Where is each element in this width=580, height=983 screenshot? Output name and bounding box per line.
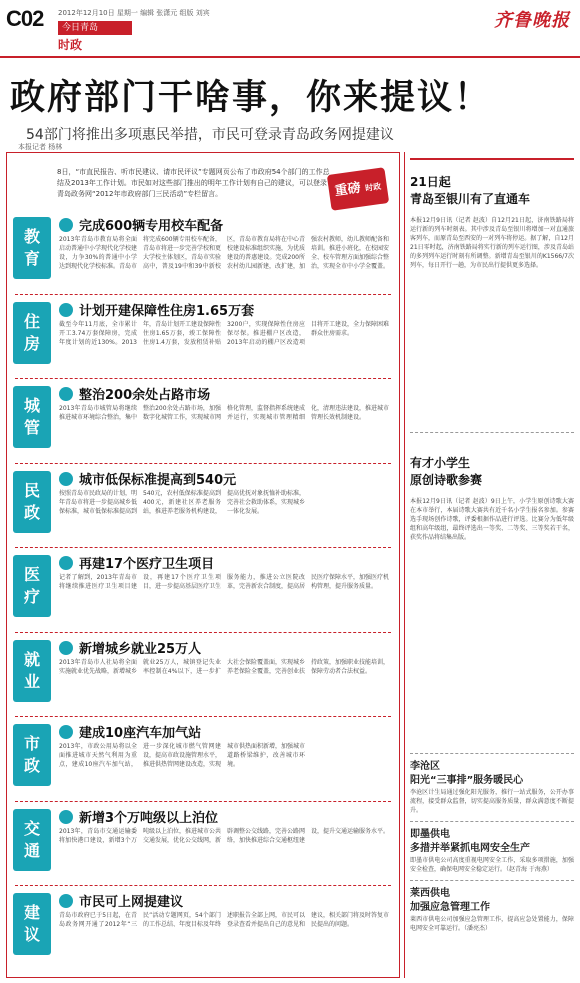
story2-body: 本报12月9日讯（记者 赵波）9日上午，小学生原创诗歌大赛在本市举行，本届诗歌大赛共有近千名小学生报名参加。参赛选手现场创作诗歌，评委根据作品进行评选。比赛分为低年级组和高年级组，最终评选出一等奖、二等奖、三等奖若干名，获奖作品将结集出版。: [410, 498, 574, 541]
item-body: 2013年，青岛市交通运输委将加快港口建设，新增3个万吨级以上泊位，推进城市公共交通发展，优化公交线网，新辟调整公交线路，完善公路网络，加快推进综合交通枢纽建设，提升交通运输服务水平。: [59, 827, 389, 844]
category-tag-char: 建: [23, 903, 40, 922]
item-title: 城市低保标准提高到540元: [59, 469, 236, 488]
brief1-title: 阳光“三事排”服务暖民心: [410, 775, 524, 786]
item-title: 再建17个医疗卫生项目: [59, 553, 214, 572]
brief1-body: 李沧区计生局通过强化阳光服务，推行一站式服务，公开办事流程，接受群众监督，切实提高服务质量，群众满意度不断提升。: [410, 789, 574, 814]
item-body: 青岛市政府已于5日起，在青岛政务网开通了2012年“三民”活动专题网页，54个部门的工作总结、年度目标及年终述职报告全部上网，市民可以登录查看并提出自己的意见和建议，相关部门将及时答复市民提出的问题。: [59, 912, 389, 928]
category-tag: [13, 386, 51, 448]
item-title: 计划开建保障性住房1.65万套: [59, 300, 254, 319]
item-body: 2013年，市政公用局将以全面推进城市天然气利用为重点，建成10座汽车加气站，进一步深化城市燃气管网建设，提高市政设施管理水平，推进供热管网建设改造，实现城市供热面积新增，加强城市道路桥梁维护，改善城市环境。: [59, 743, 306, 768]
category-tag: [13, 809, 51, 871]
column-divider: [404, 152, 405, 978]
stamp-main: 重磅: [333, 180, 362, 200]
item-body: 2013年青岛市城管局将继续推进城市环境综合整治，集中整治200余处占路市场，加强数字化城管工作，实现城市网格化管理，监督指挥系统建成并运行，实现城市管理精细化，清理违法建设，推进城市管理长效机制建设。: [59, 405, 389, 421]
category-tag-char: 政: [23, 756, 40, 775]
story1-title: 青岛至银川有了直通车: [410, 192, 531, 206]
category-tag-char: 市: [23, 734, 40, 753]
byline: 本报记者 杨林: [18, 143, 63, 151]
item-divider: [15, 294, 391, 295]
item-divider: [15, 547, 391, 548]
brief2-body: 即墨市供电公司高度重视电网安全工作，采取多项措施，加强安全检查，确保电网安全稳定运行。（赵青海 于海燕）: [410, 857, 574, 873]
item-divider: [15, 885, 391, 886]
category-tag-char: 就: [23, 649, 40, 669]
category-tag-char: 医: [23, 565, 40, 584]
item-title: 完成600辆专用校车配备: [59, 215, 223, 234]
category-tag: [13, 893, 51, 955]
category-tag: [13, 724, 51, 786]
heavy-news-stamp: [327, 167, 389, 211]
category-tag-char: 管: [23, 418, 40, 437]
main-story-box: [6, 152, 400, 978]
divider: [410, 753, 574, 754]
headline: 政府部门干啥事，你来提议！: [10, 78, 492, 118]
category-tag: [13, 555, 51, 617]
category-tag-char: 业: [23, 671, 40, 691]
category-tag-char: 教: [23, 227, 40, 246]
category-tag-char: 房: [23, 333, 40, 353]
category-tag: [13, 217, 51, 279]
item-divider: [15, 716, 391, 717]
item-title: 市民可上网提建议: [59, 891, 183, 910]
brief3-body: 莱西市供电公司加强应急管理工作，提高应急处置能力，保障电网安全可靠运行。（潘亮杰）: [410, 916, 574, 932]
divider: [410, 880, 574, 881]
category-tag-char: 议: [23, 925, 40, 944]
item-title: 新增3个万吨级以上泊位: [59, 807, 218, 826]
brief3-title: 加强应急管理工作: [410, 902, 490, 913]
category-tag-char: 政: [23, 502, 40, 522]
category-tag-char: 城: [23, 396, 40, 415]
item-title: 建成10座汽车加气站: [59, 722, 201, 741]
category-tag-char: 民: [23, 480, 40, 500]
story2-title-line2: 原创诗歌参赛: [410, 473, 483, 487]
today-qingdao-label: 今日青岛: [58, 21, 132, 35]
item-divider: [15, 632, 391, 633]
divider: [410, 821, 574, 822]
item-body: 记者了解到，2013年青岛市将继续推进医疗卫生项目建设，再建17个医疗卫生项目，进一步提高基层医疗卫生服务能力，推进公立医院改革，完善新农合制度，提高居民医疗保障水平，加强医疗机构管理，提升服务质量。: [59, 574, 389, 590]
brief1-label: 李沧区: [410, 761, 440, 772]
stamp-sub: 时政: [364, 181, 382, 193]
category-tag: [13, 640, 51, 702]
category-tag-char: 通: [23, 840, 40, 860]
item-divider: [15, 378, 391, 379]
category-tag-char: 育: [23, 249, 40, 268]
category-tag: [13, 302, 51, 364]
brief2-label: 即墨供电: [410, 829, 450, 840]
brief3-label: 莱西供电: [410, 888, 450, 899]
brief2-title: 多措并举紧抓电网安全生产: [410, 843, 530, 854]
item-body: 2013年青岛市人社局将全面实施就业优先战略，新增城乡就业25万人，城镇登记失业率控制在4%以下，进一步扩大社会保险覆盖面，实现城乡养老保险全覆盖，完善创业扶持政策，加强职业技能培训，保障劳动者合法权益。: [59, 658, 389, 675]
divider: [410, 432, 574, 433]
page-number: C02: [6, 6, 44, 31]
item-body: 截至今年11月底，全市累计开工3.74万套保障房，完成年度计划的近130%。2013年，青岛计划开工建设保障性住房1.65万套，竣工保障性住房1.4万套，发放租赁补贴3200户，实现保障性住房应保尽保。推进棚户区改造，2013年启动的棚户区改造项目将开工建设，全力保障困难群众住房需求。: [59, 320, 389, 346]
edition-meta: 2012年12月10日 星期一 编辑 张潇元 组版 刘宾: [58, 9, 210, 17]
section-label: 时政: [58, 38, 83, 52]
intro-paragraph: 8日，“市直民报告、听市民建议、请市民评议”专题网页公布了市政府54个部门的工作总结及2013年工作计划。市民如对这些部门推出的明年工作计划有自己的建议，可以登录青岛政务网“2012年市政府部门三民活动”专栏留言。: [57, 168, 330, 198]
header-divider: [0, 56, 580, 58]
right-column: [410, 152, 574, 978]
story2-title-line1: 有才小学生: [410, 456, 471, 470]
item-body: 按照青岛市民政局的计划，明年青岛市将进一步提高城乡低保标准，城市低保标准提高到540元，农村低保标准提高到400元，新建社区养老服务站，推进养老服务机构建设，提高优抚对象抚恤补助标准，完善社会救助体系，实现城乡一体化发展。: [59, 489, 306, 515]
category-tag-char: 住: [23, 311, 40, 331]
item-title: 整治200余处占路市场: [59, 384, 210, 403]
category-tag: [13, 471, 51, 533]
right-rule: [410, 158, 574, 160]
story1-body: 本报12月9日讯（记者 赵波）自12月21日起，济南铁路局将运行新的列车时刻表。其中涉及青岛至银川将增加一对直通旅客列车，而原青岛至西安的一对列车将停运。据了解，自12月21日零时起，济南铁路局将实行新的列车运行图，涉及青岛站的多列列车运行时刻有所调整。新增青岛至银川的K1566/7次列车，每日开行一趟，为市民出行提供更多选择。: [410, 217, 574, 269]
item-divider: [15, 801, 391, 802]
story1-date: 21日起: [410, 175, 451, 189]
page-header: [0, 0, 580, 56]
item-divider: [15, 463, 391, 464]
item-title: 新增城乡就业25万人: [59, 638, 201, 657]
item-body: 2013年青岛市教育局将全面启动普通中小学现代化学校建设，力争30%的普通中小学达到现代化学校标准。青岛市将完成600辆专用校车配备，青岛市将进一步完善学校和更大学校主体划区，青岛市实验高中，普及19中和39中新校区，青岛市教育局将在中心青校建设标准组织实施，为优质建设的普惠建设。完成200所农村幼儿园新建，改扩建，加强农村教师，幼儿教师配备和培训。推进小班化，在校园安全、校车管理方面加强综合整治，实现全市中小学全覆盖。: [59, 236, 389, 270]
newspaper-logo: 齐鲁晚报: [494, 10, 570, 31]
category-tag-char: 疗: [23, 587, 40, 606]
category-tag-char: 交: [23, 818, 40, 838]
subheadline: 54部门将推出多项惠民举措，市民可登录青岛政务网提建议: [26, 127, 394, 143]
